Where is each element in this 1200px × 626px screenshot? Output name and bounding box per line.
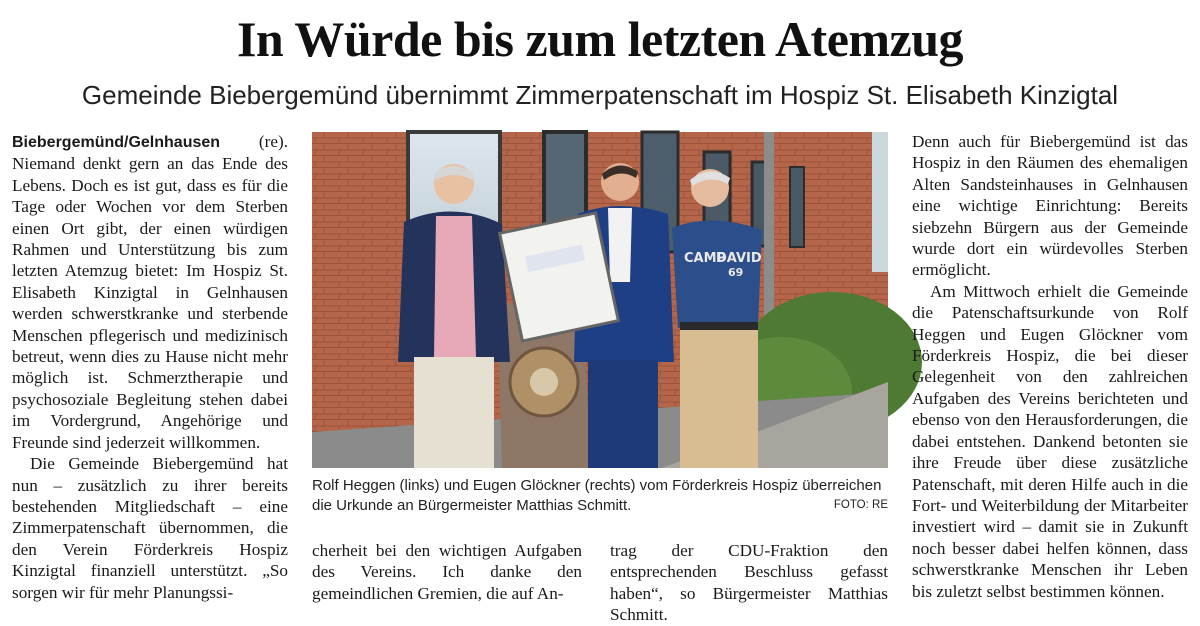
shirt-print-2: DAVID [716,251,762,266]
article-column-1 [12,131,288,603]
dateline: Biebergemünd/Gelnhausen [12,134,221,151]
headline: In Würde bis zum letzten Atemzug [236,11,964,67]
article-paragraph: trag der CDU-Fraktion den entsprechenden Beschluss gefasst haben“, so Bürgermeister Matthias Schmitt. [610,541,888,625]
article-column-4 [912,131,1188,602]
article-paragraph: Die Gemeinde Biebergemünd hat nun – zusätzlich zu ihrer bereits bestehenden Mitgliedschaft – eine Zimmerpatenschaft übernommen, die den Verein Förderkreis Hospiz Kinzigtal finanziell unterstützt. „So sorgen wir für mehr Planungssi- [12,454,288,602]
shirt-print-3: 69 [728,266,744,279]
article-paragraph [12,131,288,453]
subheadline: Gemeinde Biebergemünd übernimmt Zimmerpatenschaft im Hospiz St. Elisabeth Kinzigtal [81,80,1119,110]
article-paragraph: cherheit bei den wichtigen Aufgaben des Vereins. Ich danke den gemeindlichen Gremien, die auf An- [312,541,582,603]
article-paragraph: Denn auch für Biebergemünd ist das Hospiz in den Räumen des ehemaligen Alten Sandsteinhauses in Gelnhausen eine wichtige Einrichtung: Bereits siebzehn Bürgern aus der Gemeinde wurde dort ein würdevolles Sterben ermöglicht. [912,132,1188,280]
shirt-print-1: CAMP [684,251,727,266]
article-photo [312,132,888,468]
article-paragraph: Am Mittwoch erhielt die Gemeinde die Patenschaftsurkunde von Rolf Heggen und Eugen Glöckner vom Förderkreis Hospiz, die bei dieser Gelegenheit von den zahlreichen Aufgaben des Vereins berichteten und ebenso von den Herausforderungen, die dabei entstehen. Dankend betonten sie ihre Freude über diese zusätzliche Patenschaft, mit deren Hilfe auch in die Fort- und Weiterbildung der Mitarbeiter investiert wird – damit sie in Zukunft noch besser dabei helfen können, dass schwerstkranke Menschen ihr Leben bis zuletzt selbst bestimmen können. [912,281,1188,601]
photo-illustration [312,132,888,468]
article-column-2 [312,540,582,604]
photo-caption: Rolf Heggen (links) und Eugen Glöckner (rechts) vom Förderkreis Hospiz überreichen die Urkunde an Bürgermeister Matthias Schmitt. [312,477,882,514]
article-column-3 [610,540,888,626]
dateline-suffix: (re). [220,132,288,151]
paragraph-text: Niemand denkt gern an das Ende des Lebens. Doch es ist gut, dass es für die Tage oder Wochen vor dem Sterben einen Ort gibt, der einen würdigen Rahmen und Unterstützung bis zum letzten Atemzug bietet: Im Hospiz St. Elisabeth Kinzigtal in Gelnhausen werden schwerstkranke und sterbende Menschen pflegerisch und medizinisch betreut, wenn dies zu Hause nicht mehr möglich ist. Schmerztherapie und psychosoziale Begleitung stehen dabei im Vordergrund, Angehörige und Freunde sind jederzeit willkommen. [12,154,288,452]
photo-credit: FOTO: RE [833,499,888,511]
